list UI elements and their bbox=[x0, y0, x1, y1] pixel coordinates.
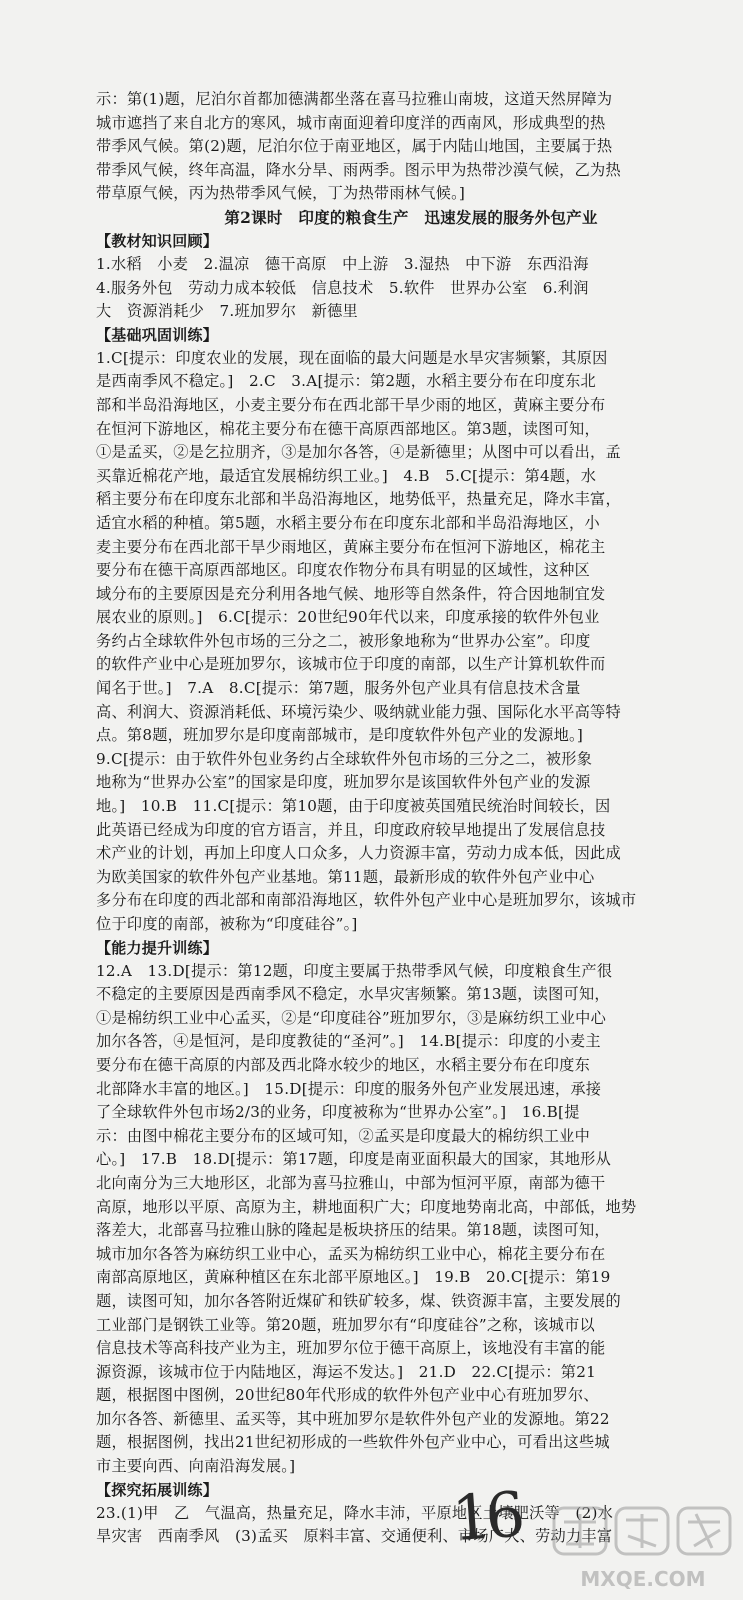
text-line: 点。第8题，班加罗尔是印度南部城市，是印度软件外包产业的发源地。] bbox=[96, 726, 584, 745]
text-line: 信息技术等高科技产业为主，班加罗尔位于德干高原上，该地没有丰富的能 bbox=[96, 1339, 606, 1358]
text-line: 工业部门是钢铁工业等。第20题，班加罗尔有“印度硅谷”之称，该城市以 bbox=[96, 1315, 595, 1334]
text-line: 要分布在德干高原西部地区。印度农作物分布具有明显的区域性，这种区 bbox=[96, 561, 590, 580]
text-line: 加尔各答，④是恒河，是印度教徒的“圣河”。] 14.B[提示：印度的小麦主 bbox=[96, 1032, 601, 1051]
text-line: 题，根据图中图例，20世纪80年代形成的软件外包产业中心有班加罗尔、 bbox=[96, 1386, 599, 1405]
text-line: 适宜水稻的种植。第5题，水稻主要分布在印度东北部和半岛沿海地区，小 bbox=[96, 513, 600, 532]
handwritten-page-number: 16 bbox=[449, 1477, 522, 1556]
text-line: 带季风气候。第(2)题，尼泊尔位于南亚地区，属于内陆山地国，主要属于热 bbox=[96, 137, 613, 156]
text-line: 高原，地形以平原、高原为主，耕地面积广大；印度地势南北高，中部低，地势 bbox=[96, 1197, 637, 1216]
text-line: 部和半岛沿海地区，小麦主要分布在西北部干旱少雨的地区，黄麻主要分布 bbox=[96, 395, 606, 414]
text-line: 带草原气候，丙为热带季风气候，丁为热带雨林气候。] bbox=[96, 184, 466, 203]
text-line: 示：第(1)题，尼泊尔首都加德满都坐落在喜马拉雅山南坡，这道天然屏障为 bbox=[96, 90, 613, 108]
text-line: 此英语已经成为印度的官方语言，并且，印度政府较早地提出了发展信息技 bbox=[96, 820, 606, 839]
text-line: 域分布的主要原因是充分利用各地气候、地形等自然条件，符合因地制宜发 bbox=[96, 584, 606, 603]
text-line: 1.水稻 小麦 2.温凉 德干高原 中上游 3.湿热 中下游 东西沿海 bbox=[96, 254, 589, 273]
answer-site-logo-icon bbox=[554, 1508, 730, 1554]
section-heading: 【探究拓展训练】 bbox=[96, 1480, 219, 1499]
text-line: 术产业的计划，再加上印度人口众多，人力资源丰富，劳动力成本低，因此成 bbox=[96, 844, 621, 863]
section-textbook-review bbox=[96, 230, 726, 324]
section-heading: 【能力提升训练】 bbox=[96, 938, 219, 957]
watermark-domain: MXQE.COM bbox=[580, 1567, 706, 1591]
text-line: 4.服务外包 劳动力成本较低 信息技术 5.软件 世界办公室 6.利润 bbox=[96, 278, 589, 297]
text-line: 要分布在德干高原的内部及西北降水较少的地区，水稻主要分布在印度东 bbox=[96, 1055, 590, 1074]
watermark-logo bbox=[548, 1500, 738, 1596]
text-line: 示：由图中棉花主要分布的区域可知，②孟买是印度最大的棉纺织工业中 bbox=[96, 1126, 590, 1145]
text-line: 城市遮挡了来自北方的寒风，城市南面迎着印度洋的西南风，形成典型的热 bbox=[96, 113, 606, 132]
section-ability-training bbox=[96, 937, 726, 1479]
text-line: 题，根据图例，找出21世纪初形成的一些软件外包产业中心，可看出这些城 bbox=[96, 1433, 610, 1452]
text-line: 在恒河下游地区，棉花主要分布在德干高原西部地区。第3题，读图可知， bbox=[96, 419, 600, 438]
text-line: 不稳定的主要原因是西南季风不稳定，水旱灾害频繁。第13题，读图可知， bbox=[96, 985, 610, 1004]
text-line: ①是棉纺织工业中心孟买，②是“印度硅谷”班加罗尔，③是麻纺织工业中心 bbox=[96, 1008, 607, 1027]
text-line: 北向南分为三大地形区，北部为喜马拉雅山，中部为恒河平原，南部为德干 bbox=[96, 1173, 606, 1192]
text-line: 源资源，该城市位于内陆地区，海运不发达。] 21.D 22.C[提示：第21 bbox=[96, 1362, 597, 1381]
section-basic-training bbox=[96, 324, 726, 937]
text-line: 为欧美国家的软件外包产业基地。第11题，最新形成的软件外包产业中心 bbox=[96, 867, 595, 886]
text-line: 买靠近棉花产地，最适宜发展棉纺织工业。] 4.B 5.C[提示：第4题，水 bbox=[96, 466, 597, 485]
text-line: 麦主要分布在西北部干旱少雨地区，黄麻主要分布在恒河下游地区，棉花主 bbox=[96, 537, 606, 556]
text-line: 地称为“世界办公室”的国家是印度，班加罗尔是该国软件外包产业的发源 bbox=[96, 773, 591, 792]
text-line: 旱灾害 西南季风 (3)孟买 原料丰富、交通便利、市场广大、劳动力丰富 bbox=[96, 1527, 613, 1546]
text-line: 9.C[提示：由于软件外包业务约占全球软件外包市场的三分之二，被形象 bbox=[96, 749, 593, 768]
text-line: 高、利润大、资源消耗低、环境污染少、吸纳就业能力强、国际化水平高等特 bbox=[96, 702, 621, 721]
text-line: 稻主要分布在印度东北部和半岛沿海地区，地势低平，热量充足，降水丰富， bbox=[96, 490, 621, 509]
text-line: 落差大，北部喜马拉雅山脉的隆起是板块挤压的结果。第18题，读图可知， bbox=[96, 1221, 610, 1240]
section-heading: 【基础巩固训练】 bbox=[96, 325, 219, 344]
text-line: 南部高原地区，黄麻种植区在东北部平原地区。] 19.B 20.C[提示：第19 bbox=[96, 1268, 611, 1287]
text-line: ①是孟买，②是乞拉朋齐，③是加尔各答，④是新德里；从图中可以看出，孟 bbox=[96, 443, 621, 462]
text-line: 北部降水丰富的地区。] 15.D[提示：印度的服务外包产业发展迅速，承接 bbox=[96, 1079, 602, 1098]
text-line: 务约占全球软件外包市场的三分之二，被形象地称为“世界办公室”。印度 bbox=[96, 631, 591, 650]
intro-paragraph bbox=[96, 88, 726, 206]
text-line: 题，读图可知，加尔各答附近煤矿和铁矿较多，煤、铁资源丰富，主要发展的 bbox=[96, 1291, 621, 1310]
text-line: 1.C[提示：印度农业的发展，现在面临的最大问题是水旱灾害频繁，其原因 bbox=[96, 348, 608, 367]
section-heading: 【教材知识回顾】 bbox=[96, 231, 219, 250]
text-line: 是西南季风不稳定。] 2.C 3.A[提示：第2题，水稻主要分布在印度东北 bbox=[96, 372, 596, 391]
text-line: 展农业的原则。] 6.C[提示：20世纪90年代以来，印度承接的软件外包业 bbox=[96, 608, 600, 627]
text-line: 带季风气候，终年高温，降水分旱、雨两季。图示甲为热带沙漠气候，乙为热 bbox=[96, 160, 621, 179]
answer-page bbox=[96, 88, 726, 1549]
text-line: 了全球软件外包市场2/3的业务，印度被称为“世界办公室”。] 16.B[提 bbox=[96, 1103, 580, 1122]
text-line: 的软件产业中心是班加罗尔，该城市位于印度的南部，以生产计算机软件而 bbox=[96, 655, 606, 674]
text-line: 闻名于世。] 7.A 8.C[提示：第7题，服务外包产业具有信息技术含量 bbox=[96, 679, 581, 698]
text-line: 加尔各答、新德里、孟买等，其中班加罗尔是软件外包产业的发源地。第22 bbox=[96, 1409, 610, 1428]
text-line: 23.(1)甲 乙 气温高，热量充足，降水丰沛，平原地区土壤肥沃等 (2)水 bbox=[96, 1503, 614, 1522]
text-line: 市主要向西、向南沿海发展。] bbox=[96, 1457, 296, 1476]
text-line: 地。] 10.B 11.C[提示：第10题，由于印度被英国殖民统治时间较长，因 bbox=[96, 797, 611, 816]
text-line: 多分布在印度的西北部和南部沿海地区，软件外包产业中心是班加罗尔，该城市 bbox=[96, 891, 637, 910]
text-line: 大 资源消耗少 7.班加罗尔 新德里 bbox=[96, 302, 358, 321]
text-line: 12.A 13.D[提示：第12题，印度主要属于热带季风气候，印度粮食生产很 bbox=[96, 961, 613, 980]
lesson-title: 第2课时 印度的粮食生产 迅速发展的服务外包产业 bbox=[224, 207, 598, 227]
text-line: 城市加尔各答为麻纺织工业中心，孟买为棉纺织工业中心，棉花主要分布在 bbox=[96, 1244, 606, 1263]
text-line: 心。] 17.B 18.D[提示：第17题，印度是南亚面积最大的国家，其地形从 bbox=[96, 1150, 612, 1169]
text-line: 位于印度的南部，被称为“印度硅谷”。] bbox=[96, 915, 358, 933]
